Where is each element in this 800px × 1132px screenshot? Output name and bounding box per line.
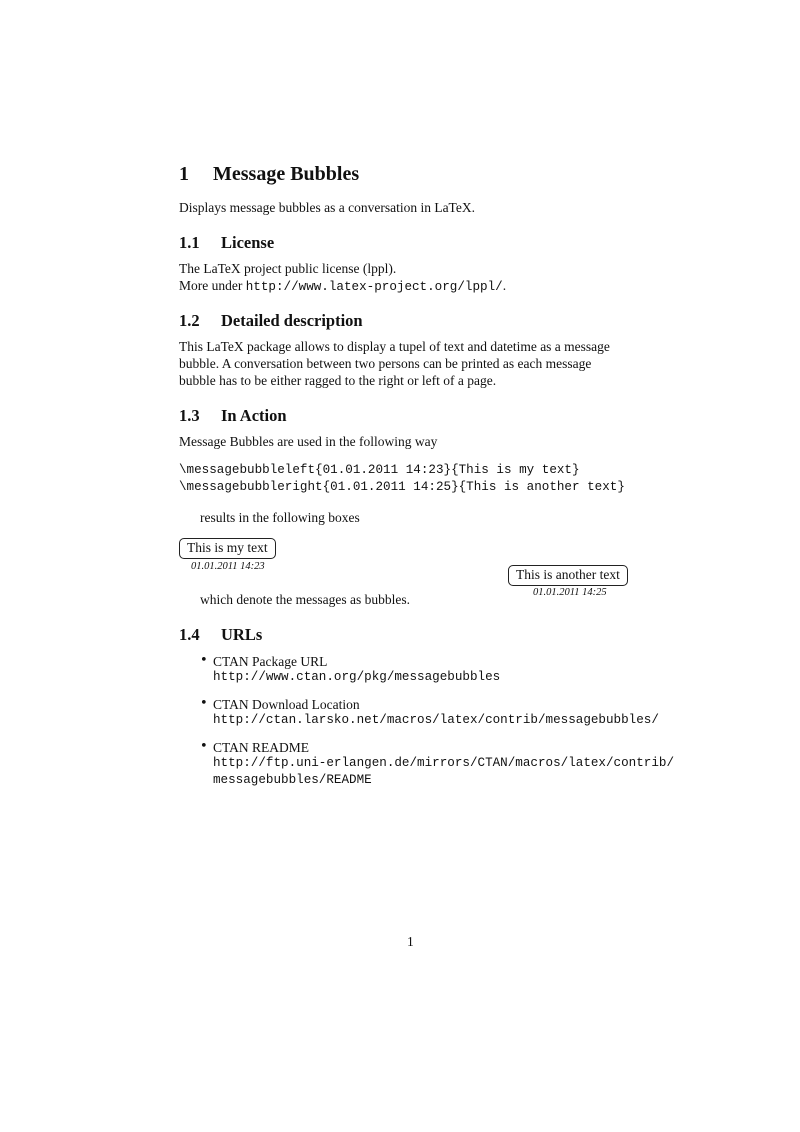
- bullet-icon: •: [200, 739, 208, 754]
- description-line-1: This LaTeX package allows to display a tupel of text and datetime as a message: [179, 339, 610, 354]
- license-line2: [179, 277, 506, 296]
- action-title: In Action: [221, 406, 287, 425]
- description-number: 1.2: [179, 311, 200, 330]
- timestamp-right: 01.01.2011 14:25: [533, 587, 607, 598]
- description-title: Detailed description: [221, 311, 363, 330]
- url-item-link-1[interactable]: http://www.ctan.org/pkg/messagebubbles: [213, 670, 501, 684]
- description-line-3: bubble has to be either ragged to the right or left of a page.: [179, 373, 497, 388]
- url-item-label-3: CTAN README: [213, 740, 310, 755]
- action-results: results in the following boxes: [200, 510, 360, 525]
- code-line-1: \messagebubbleleft{01.01.2011 14:23}{This is my text}: [179, 463, 580, 477]
- message-bubble-right: This is another text: [508, 565, 628, 586]
- urls-number: 1.4: [179, 625, 200, 644]
- urls-title: URLs: [221, 625, 263, 644]
- license-line2-suffix: .: [502, 278, 507, 293]
- message-bubble-left: This is my text: [179, 538, 276, 559]
- action-outro: which denote the messages as bubbles.: [200, 592, 410, 607]
- license-title: License: [221, 233, 275, 252]
- section-title: Message Bubbles: [213, 163, 360, 185]
- url-item-label-2: CTAN Download Location: [213, 697, 360, 712]
- license-number: 1.1: [179, 233, 200, 252]
- code-line-2: \messagebubbleright{01.01.2011 14:25}{This is another text}: [179, 480, 625, 494]
- page-number: 1: [407, 934, 414, 949]
- section-intro: Displays message bubbles as a conversation in LaTeX.: [179, 200, 475, 215]
- url-item-link-3-continued[interactable]: messagebubbles/README: [213, 773, 372, 787]
- url-item-link-3[interactable]: http://ftp.uni-erlangen.de/mirrors/CTAN/macros/latex/contrib/: [213, 756, 675, 770]
- license-line1: The LaTeX project public license (lppl).: [179, 261, 397, 276]
- bullet-icon: •: [200, 653, 208, 668]
- url-item-label-1: CTAN Package URL: [213, 654, 328, 669]
- timestamp-left: 01.01.2011 14:23: [191, 561, 265, 572]
- description-line-2: bubble. A conversation between two persons can be printed as each message: [179, 356, 592, 371]
- license-url[interactable]: http://www.latex-project.org/lppl/: [245, 280, 503, 294]
- bullet-icon: •: [200, 696, 208, 711]
- license-line2-prefix: More under: [179, 278, 246, 293]
- action-number: 1.3: [179, 406, 200, 425]
- url-item-link-2[interactable]: http://ctan.larsko.net/macros/latex/contrib/messagebubbles/: [213, 713, 659, 727]
- section-number: 1: [179, 163, 189, 185]
- action-intro: Message Bubbles are used in the following way: [179, 434, 438, 449]
